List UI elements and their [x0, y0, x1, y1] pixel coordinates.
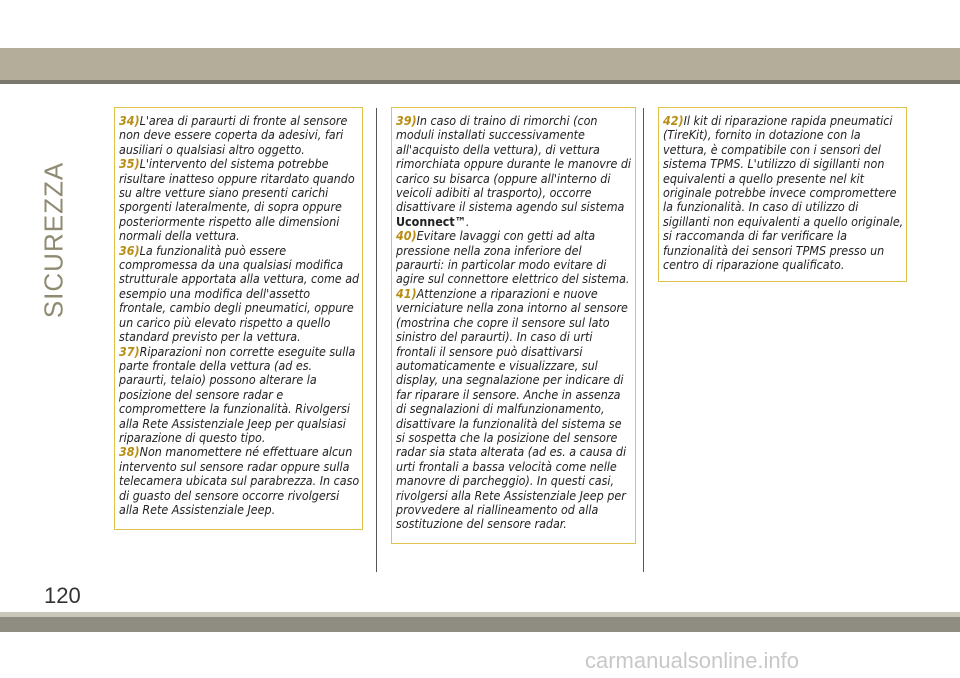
- header-band: [0, 48, 960, 80]
- header-band-shadow: [0, 80, 960, 84]
- watermark: carmanualsonline.info: [585, 648, 800, 673]
- note-38: 38)Non manomettere né effettuare alcun intervento sul sensore radar oppure sulla telecamera ubicata sul parabrezza. In caso di guasto del sensore occorre rivolgersi alla Rete Assistenziale Jeep.: [119, 444, 360, 517]
- note-36: 36)La funzionalità può essere compromessa da una qualsiasi modifica strutturale apportata alla vettura, come ad esempio una modifica dell'assetto frontale, cambio degli pneumatici, oppure un carico più elevato rispetto a quello standard previsto per la vettura.: [119, 242, 360, 345]
- note-34: 34)L'area di paraurti di fronte al sensore non deve essere coperta da adesivi, fari ausiliari o qualsiasi altro oggetto.: [119, 113, 348, 157]
- page-number: 120: [44, 583, 81, 608]
- footer-band: [0, 617, 960, 632]
- note-37: 37)Riparazioni non corrette eseguite sulla parte frontale della vettura (ad es. paraurti, telaio) possono alterare la posizione del sensore radar e compromettere la funzionalità. Rivolgersi alla Rete Assistenziale Jeep per qualsiasi riparazione di questo tipo.: [119, 343, 356, 445]
- note-42: 42)Il kit di riparazione rapida pneumatici (TireKit), fornito in dotazione con la vettura, è compatibile con i sensori del sistema TPMS. L'utilizzo di sigillanti non equivalenti a quello presente nel kit originale potrebbe invece compromettere la funzionalità. In caso di utilizzo di sigillanti non equivalenti a quello originale, si raccomanda di far verificare la funzionalità dei sensori TPMS presso un centro di riparazione qualificato.: [663, 113, 904, 273]
- section-title: SICUREZZA: [38, 161, 69, 319]
- note-40: 40)Evitare lavaggi con getti ad alta pressione nella zona inferiore del paraurti: in particolar modo evitare di agire sul connettore elettrico del sistema.: [396, 228, 630, 287]
- note-39: 39)In caso di traino di rimorchi (con moduli installati successivamente all'acquisto della vettura), di vettura rimorchiata oppure durante le manovre di carico su bisarca (oppure all'interno di veicoli adibiti al trasporto), occorre disattivare il sistema agendo sul sistema Uconnect™.: [396, 113, 632, 229]
- footer-band-highlight: [0, 612, 960, 617]
- note-35: 35)L'intervento del sistema potrebbe risultare inatteso oppure ritardato quando su altre vetture siano presenti carichi sporgenti lateralmente, di sopra oppure posteriormente rispetto alle dimensioni normali della vettura.: [119, 156, 355, 244]
- column-divider: [376, 108, 377, 572]
- warning-box-col3: [658, 107, 907, 282]
- uconnect-brand: Uconnect™: [396, 213, 466, 229]
- warning-box-col1: [114, 107, 363, 530]
- note-41: 41)Attenzione a riparazioni e nuove verniciature nella zona intorno al sensore (mostrina che copre il sensore sul lato sinistro del paraurti). In caso di urti frontali il sensore può disattivarsi automaticamente e visualizzare, sul display, una segnalazione per indicare di far riparare il sensore. Anche in assenza di segnalazioni di malfunzionamento, disattivare la funzionalità del sistema se si sospetta che la posizione del sensore radar sia stata alterata (ad es. a causa di urti frontali a bassa velocità come nelle manovre di parcheggio). In questi casi, rivolgersi alla Rete Assistenziale Jeep per provvedere al riallineamento od alla sostituzione del sensore radar.: [396, 285, 628, 532]
- column-divider: [643, 108, 644, 572]
- warning-box-col2: [391, 107, 636, 544]
